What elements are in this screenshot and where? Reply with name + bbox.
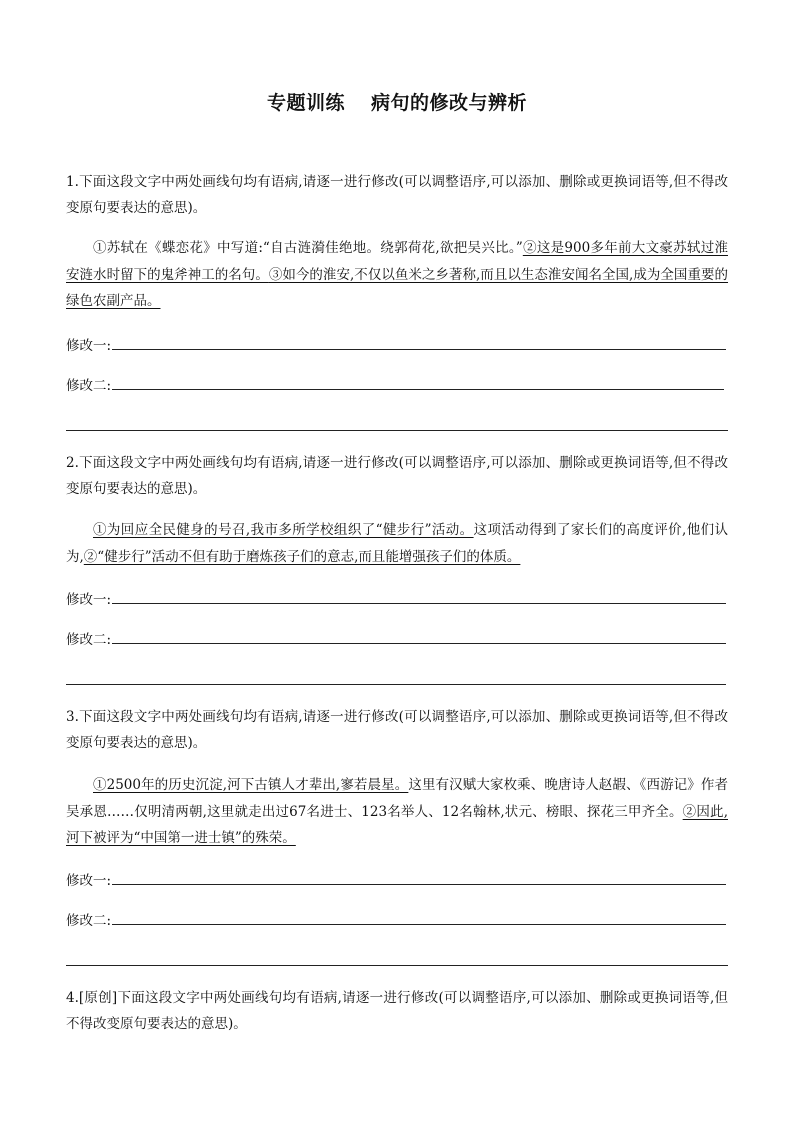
q3-answer-row-1 (66, 869, 726, 889)
q2-underlined-sentence-1: ①为回应全民健身的号召,我市多所学校组织了“健步行”活动。 (93, 522, 474, 538)
question-3-passage (66, 772, 728, 852)
q1-underlined-sentence-3: ③如今的淮安,不仅以鱼米之乡著称,而且以生态淮安闻名全国,成为全国重要的绿色农副产品。 (66, 266, 729, 309)
question-2-passage (66, 517, 728, 570)
answer-label-1: 修改一: (66, 873, 112, 889)
q1-answer-row-2 (66, 374, 724, 394)
question-2-prompt: 2.下面这段文字中两处画线句均有语病,请逐一进行修改(可以调整语序,可以添加、删除或更换词语等,但不得改变原句要表达的意思)。 (66, 455, 728, 497)
title-part-1: 专题训练 (266, 92, 345, 114)
q2-plain-sentence: 这项活动得到了家长们的高度评价,他们认为, (66, 522, 728, 565)
q3-underlined-sentence-1: ①2500年的历史沉淀,河下古镇人才辈出,寥若晨星。 (93, 777, 409, 793)
page-title (0, 88, 794, 115)
q2-answer-line-3[interactable] (66, 684, 726, 685)
q3-answer-line-3[interactable] (66, 965, 728, 966)
q2-answer-line-1[interactable] (112, 602, 726, 604)
q1-answer-row-1 (66, 334, 726, 354)
q3-answer-row-2 (66, 909, 726, 929)
q3-underlined-sentence-2: ②因此,河下被评为“中国第一进士镇”的殊荣。 (66, 803, 728, 846)
q2-answer-row-1 (66, 588, 726, 608)
q2-answer-row-2 (66, 628, 726, 648)
question-4-prompt: 4.[原创]下面这段文字中两处画线句均有语病,请逐一进行修改(可以调整语序,可以添加、删除或更换词语等,但不得改变原句要表达的意思)。 (66, 990, 728, 1032)
question-1-prompt: 1.下面这段文字中两处画线句均有语病,请逐一进行修改(可以调整语序,可以添加、删除或更换词语等,但不得改变原句要表达的意思)。 (66, 174, 728, 216)
answer-label-2: 修改二: (66, 378, 112, 394)
q1-answer-line-1[interactable] (112, 348, 726, 350)
q1-answer-line-3[interactable] (66, 430, 728, 431)
q1-plain-sentence: ①苏轼在《蝶恋花》中写道:“自古涟漪佳绝地。绕郭荷花,欲把吴兴比。” (93, 240, 523, 256)
answer-label-2: 修改二: (66, 913, 112, 929)
title-part-2: 病句的修改与辨析 (371, 92, 528, 114)
q2-underlined-sentence-2: ②“健步行”活动不但有助于磨炼孩子们的意志,而且能增强孩子们的体质。 (83, 548, 521, 565)
question-3-prompt: 3.下面这段文字中两处画线句均有语病,请逐一进行修改(可以调整语序,可以添加、删除或更换词语等,但不得改变原句要表达的意思)。 (66, 709, 728, 751)
q1-underlined-sentence-2: ②这是900多年前大文豪苏轼过淮安涟水时留下的鬼斧神工的名句。 (66, 240, 728, 283)
q3-plain-sentence: 这里有汉赋大家枚乘、晚唐诗人赵嘏、《西游记》作者吴承恩……仅明清两朝,这里就走出过67名进士、123名举人、12名翰林,状元、榜眼、探花三甲齐全。 (66, 777, 728, 820)
question-1-passage (66, 235, 728, 315)
answer-label-2: 修改二: (66, 632, 112, 648)
q3-answer-line-1[interactable] (112, 883, 726, 885)
q1-answer-line-2[interactable] (112, 388, 724, 390)
q2-answer-line-2[interactable] (112, 642, 726, 644)
answer-label-1: 修改一: (66, 592, 112, 608)
q3-answer-line-2[interactable] (112, 923, 726, 925)
answer-label-1: 修改一: (66, 338, 112, 354)
